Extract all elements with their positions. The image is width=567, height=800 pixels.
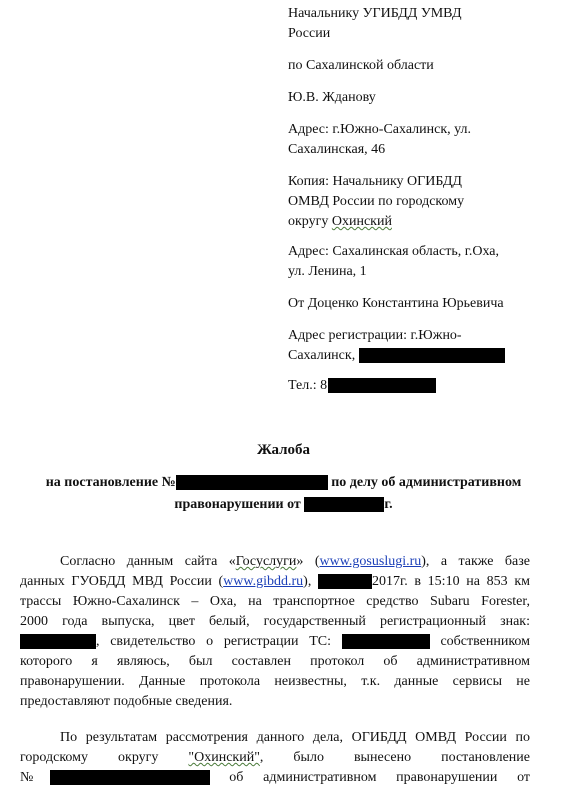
subtitle-part1: на постановление № xyxy=(45,475,176,490)
copy-address-line1: Адрес: Сахалинская область, г.Оха, xyxy=(288,244,500,259)
para1-line3: трассы Южно-Сахалинск – Оха, на транспортное средство Subaru Forester, xyxy=(20,594,530,609)
document-subtitle xyxy=(20,472,547,516)
para1-text: собственником xyxy=(440,634,531,649)
redacted-decree-number-2 xyxy=(50,770,210,785)
sender-registration xyxy=(288,326,550,366)
sender-phone-label: Тел.: 8 xyxy=(288,378,328,393)
document-title: Жалоба xyxy=(256,442,310,458)
para2-text: , было вынесено постановление xyxy=(259,750,530,765)
para1-text: 2017г. в 15:10 на 853 км xyxy=(372,574,531,589)
copy-address xyxy=(288,242,550,282)
para2-line2 xyxy=(20,748,530,768)
sender-from: От Доценко Константина Юрьевича xyxy=(288,296,504,311)
recipient-line1: Начальнику УГИБДД УМВД xyxy=(288,6,462,21)
subtitle-part2: по делу об административном xyxy=(331,475,522,490)
para2-line3 xyxy=(20,768,530,788)
gosuslugi-link[interactable]: www.gosuslugi.ru xyxy=(319,554,422,569)
sender-phone xyxy=(288,376,550,396)
recipient-name: Ю.В. Жданову xyxy=(288,90,376,105)
redacted-date xyxy=(318,574,372,589)
para1-line6: которого я являюсь, был составлен протокол об административном xyxy=(20,654,530,669)
para2-line1: По результатам рассмотрения данного дела, ОГИБДД ОМВД России по xyxy=(60,730,530,745)
subtitle-part3: правонарушении от xyxy=(174,497,301,512)
okhinsky-text: "Охинский" xyxy=(188,750,260,765)
recipient-region: по Сахалинской области xyxy=(288,58,434,73)
para2-text: № xyxy=(20,770,50,785)
copy-line3b: Охинский xyxy=(331,214,392,229)
recipient-line2: России xyxy=(288,26,331,41)
copy-line2: ОМВД России по городскому xyxy=(288,194,465,209)
para1-line2 xyxy=(20,572,530,592)
recipient-address-line2: Сахалинская, 46 xyxy=(288,142,386,157)
copy-line3a: округу xyxy=(288,214,332,229)
subtitle-part4: г. xyxy=(384,497,393,512)
para1-text: ), а также базе xyxy=(421,554,530,569)
sender-reg-line2: Сахалинск, xyxy=(288,348,356,363)
gosuslugi-text: Госуслуги xyxy=(235,554,297,569)
para1-line8: предоставляют подобные сведения. xyxy=(20,694,233,709)
redacted-address xyxy=(359,348,505,363)
para1-line7: правонарушении. Данные протокола неизвестны, т.к. данные сервисы не xyxy=(20,674,530,689)
sender-reg-line1: Адрес регистрации: г.Южно- xyxy=(288,328,462,343)
redacted-decree-number xyxy=(176,475,328,490)
copy-line1: Копия: Начальнику ОГИБДД xyxy=(288,174,462,189)
para1-text: данных ГУОБДД МВД России ( xyxy=(20,574,224,589)
recipient-address-line1: Адрес: г.Южно-Сахалинск, ул. xyxy=(288,122,472,137)
gibdd-link[interactable]: www.gibdd.ru xyxy=(223,574,304,589)
body-paragraph-1 xyxy=(20,552,530,712)
redacted-decree-date xyxy=(304,497,384,512)
recipient-block xyxy=(288,4,550,44)
redacted-plate xyxy=(20,634,96,649)
para1-text: ), xyxy=(303,574,312,589)
para2-text: городскому округу xyxy=(20,750,189,765)
para1-text: » ( xyxy=(296,554,320,569)
copy-block xyxy=(288,172,550,232)
para1-line5 xyxy=(20,632,530,652)
para1-text: Согласно данным сайта « xyxy=(60,554,236,569)
para2-text: об административном правонарушении от xyxy=(229,770,531,785)
copy-address-line2: ул. Ленина, 1 xyxy=(288,264,367,279)
para1-line1 xyxy=(20,552,530,572)
para1-line4: 2000 года выпуска, цвет белый, государственный регистрационный знак: xyxy=(20,614,530,629)
body-paragraph-2 xyxy=(20,728,530,788)
redacted-phone xyxy=(328,378,436,393)
redacted-registration xyxy=(342,634,430,649)
para1-text: , свидетельство о регистрации ТС: xyxy=(96,634,331,649)
recipient-address xyxy=(288,120,550,160)
